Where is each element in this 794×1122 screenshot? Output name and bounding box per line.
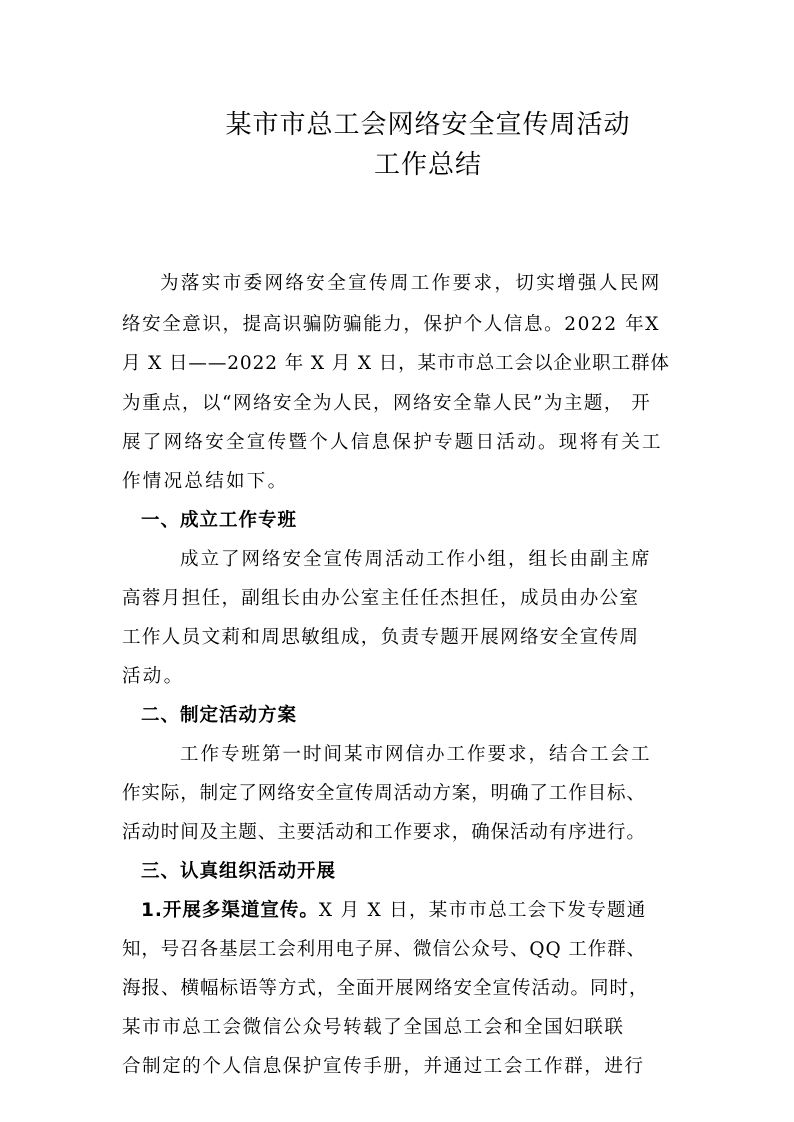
section3-line: 合制定的个人信息保护宣传手册，并通过工会工作群，进行 [122,1056,645,1077]
section3-line: 知，号召各基层工会利用电子屏、微信公众号、QQ 工作群、 [122,939,646,960]
intro-line: 为重点，以“网络安全为人民，网络安全靠人民”为主题， 开 [122,393,652,414]
intro-line: 作情况总结如下。 [122,471,289,492]
section3-line: 某市市总工会微信公众号转载了全国总工会和全国妇联联 [122,1017,625,1038]
intro-line: 为落实市委网络安全宣传周工作要求，切实增强人民网 [160,273,662,294]
section2-line: 活动时间及主题、主要活动和工作要求，确保活动有序进行。 [122,822,646,843]
section1-line: 工作人员文莉和周思敏组成，负责专题开展网络安全宣传周 [122,627,640,648]
document-title-line1: 某市市总工会网络安全宣传周活动 [225,110,631,140]
intro-line: 展了网络安全宣传暨个人信息保护专题日活动。现将有关工 [122,432,663,453]
intro-line: 络安全意识，提高识骗防骗能力，保护个人信息。2022 年X [122,314,661,335]
section2-line: 作实际，制定了网络安全宣传周活动方案，明确了工作目标、 [122,783,646,804]
section1-line: 活动。 [122,666,185,687]
item-text: X 月 X 日，某市市总工会下发专题通 [318,900,647,921]
section3-line: 海报、横幅标语等方式，全面开展网络安全宣传活动。同时， [122,978,649,999]
section-heading: 二、制定活动方案 [141,705,298,726]
section-heading: 一、成立工作专班 [141,510,298,531]
section1-line: 成立了网络安全宣传周活动工作小组，组长由副主席 [180,549,652,570]
item-lead: 1.开展多渠道宣传。 [141,900,319,921]
section-heading: 三、认真组织活动开展 [141,861,337,882]
document-title-line2: 工作总结 [373,150,482,180]
section2-line: 工作专班第一时间某市网信办工作要求，结合工会工 [180,744,652,765]
section1-line: 高蓉月担任，副组长由办公室主任任杰担任，成员由办公室 [122,588,640,609]
section3-item1-line [141,899,678,923]
intro-line: 月 X 日——2022 年 X 月 X 日，某市市总工会以企业职工群体 [122,353,670,374]
